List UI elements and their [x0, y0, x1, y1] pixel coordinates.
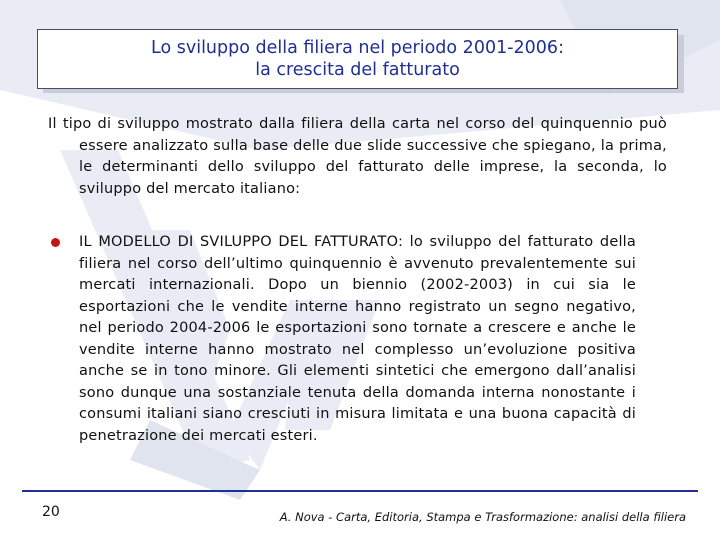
footer-credit: A. Nova - Carta, Editoria, Stampa e Trasformazione: analisi della filiera — [279, 510, 686, 524]
bullet-paragraph: IL MODELLO DI SVILUPPO DEL FATTURATO: lo sviluppo del fatturato della filiera nel corso dell’ultimo quinquennio è avvenuto prevalentemente sui mercati internazionali. Dopo un biennio (2002-2003) in cui sia le esportazioni che le vendite interne hanno registrato un segno negativo, nel periodo 2004-2006 le esportazioni sono tornate a crescere e anche le vendite interne hanno mostrato nel complesso un’evoluzione positiva anche se in tono minore. Gli elementi sintetici che emergono dall’analisi sono dunque una sostanziale tenuta della domanda interna nonostante i consumi italiani siano cresciuti in misura limitata e una buona capacità di penetrazione dei mercati esteri. — [79, 234, 636, 444]
intro-paragraph: Il tipo di sviluppo mostrato dalla filiera della carta nel corso del quinquennio può essere analizzato sulla base delle due slide successive che spiegano, la prima, le determinanti dello sviluppo del fatturato delle imprese, la seconda, lo sviluppo del mercato italiano: — [48, 116, 667, 197]
footer-divider — [22, 490, 698, 492]
page-number: 20 — [42, 504, 60, 520]
round-bullet-icon — [51, 238, 60, 247]
title-line-1: Lo sviluppo della filiera nel periodo 2001-2006: — [151, 38, 564, 58]
slide-title — [37, 29, 678, 89]
title-line-2: la crescita del fatturato — [255, 60, 460, 80]
